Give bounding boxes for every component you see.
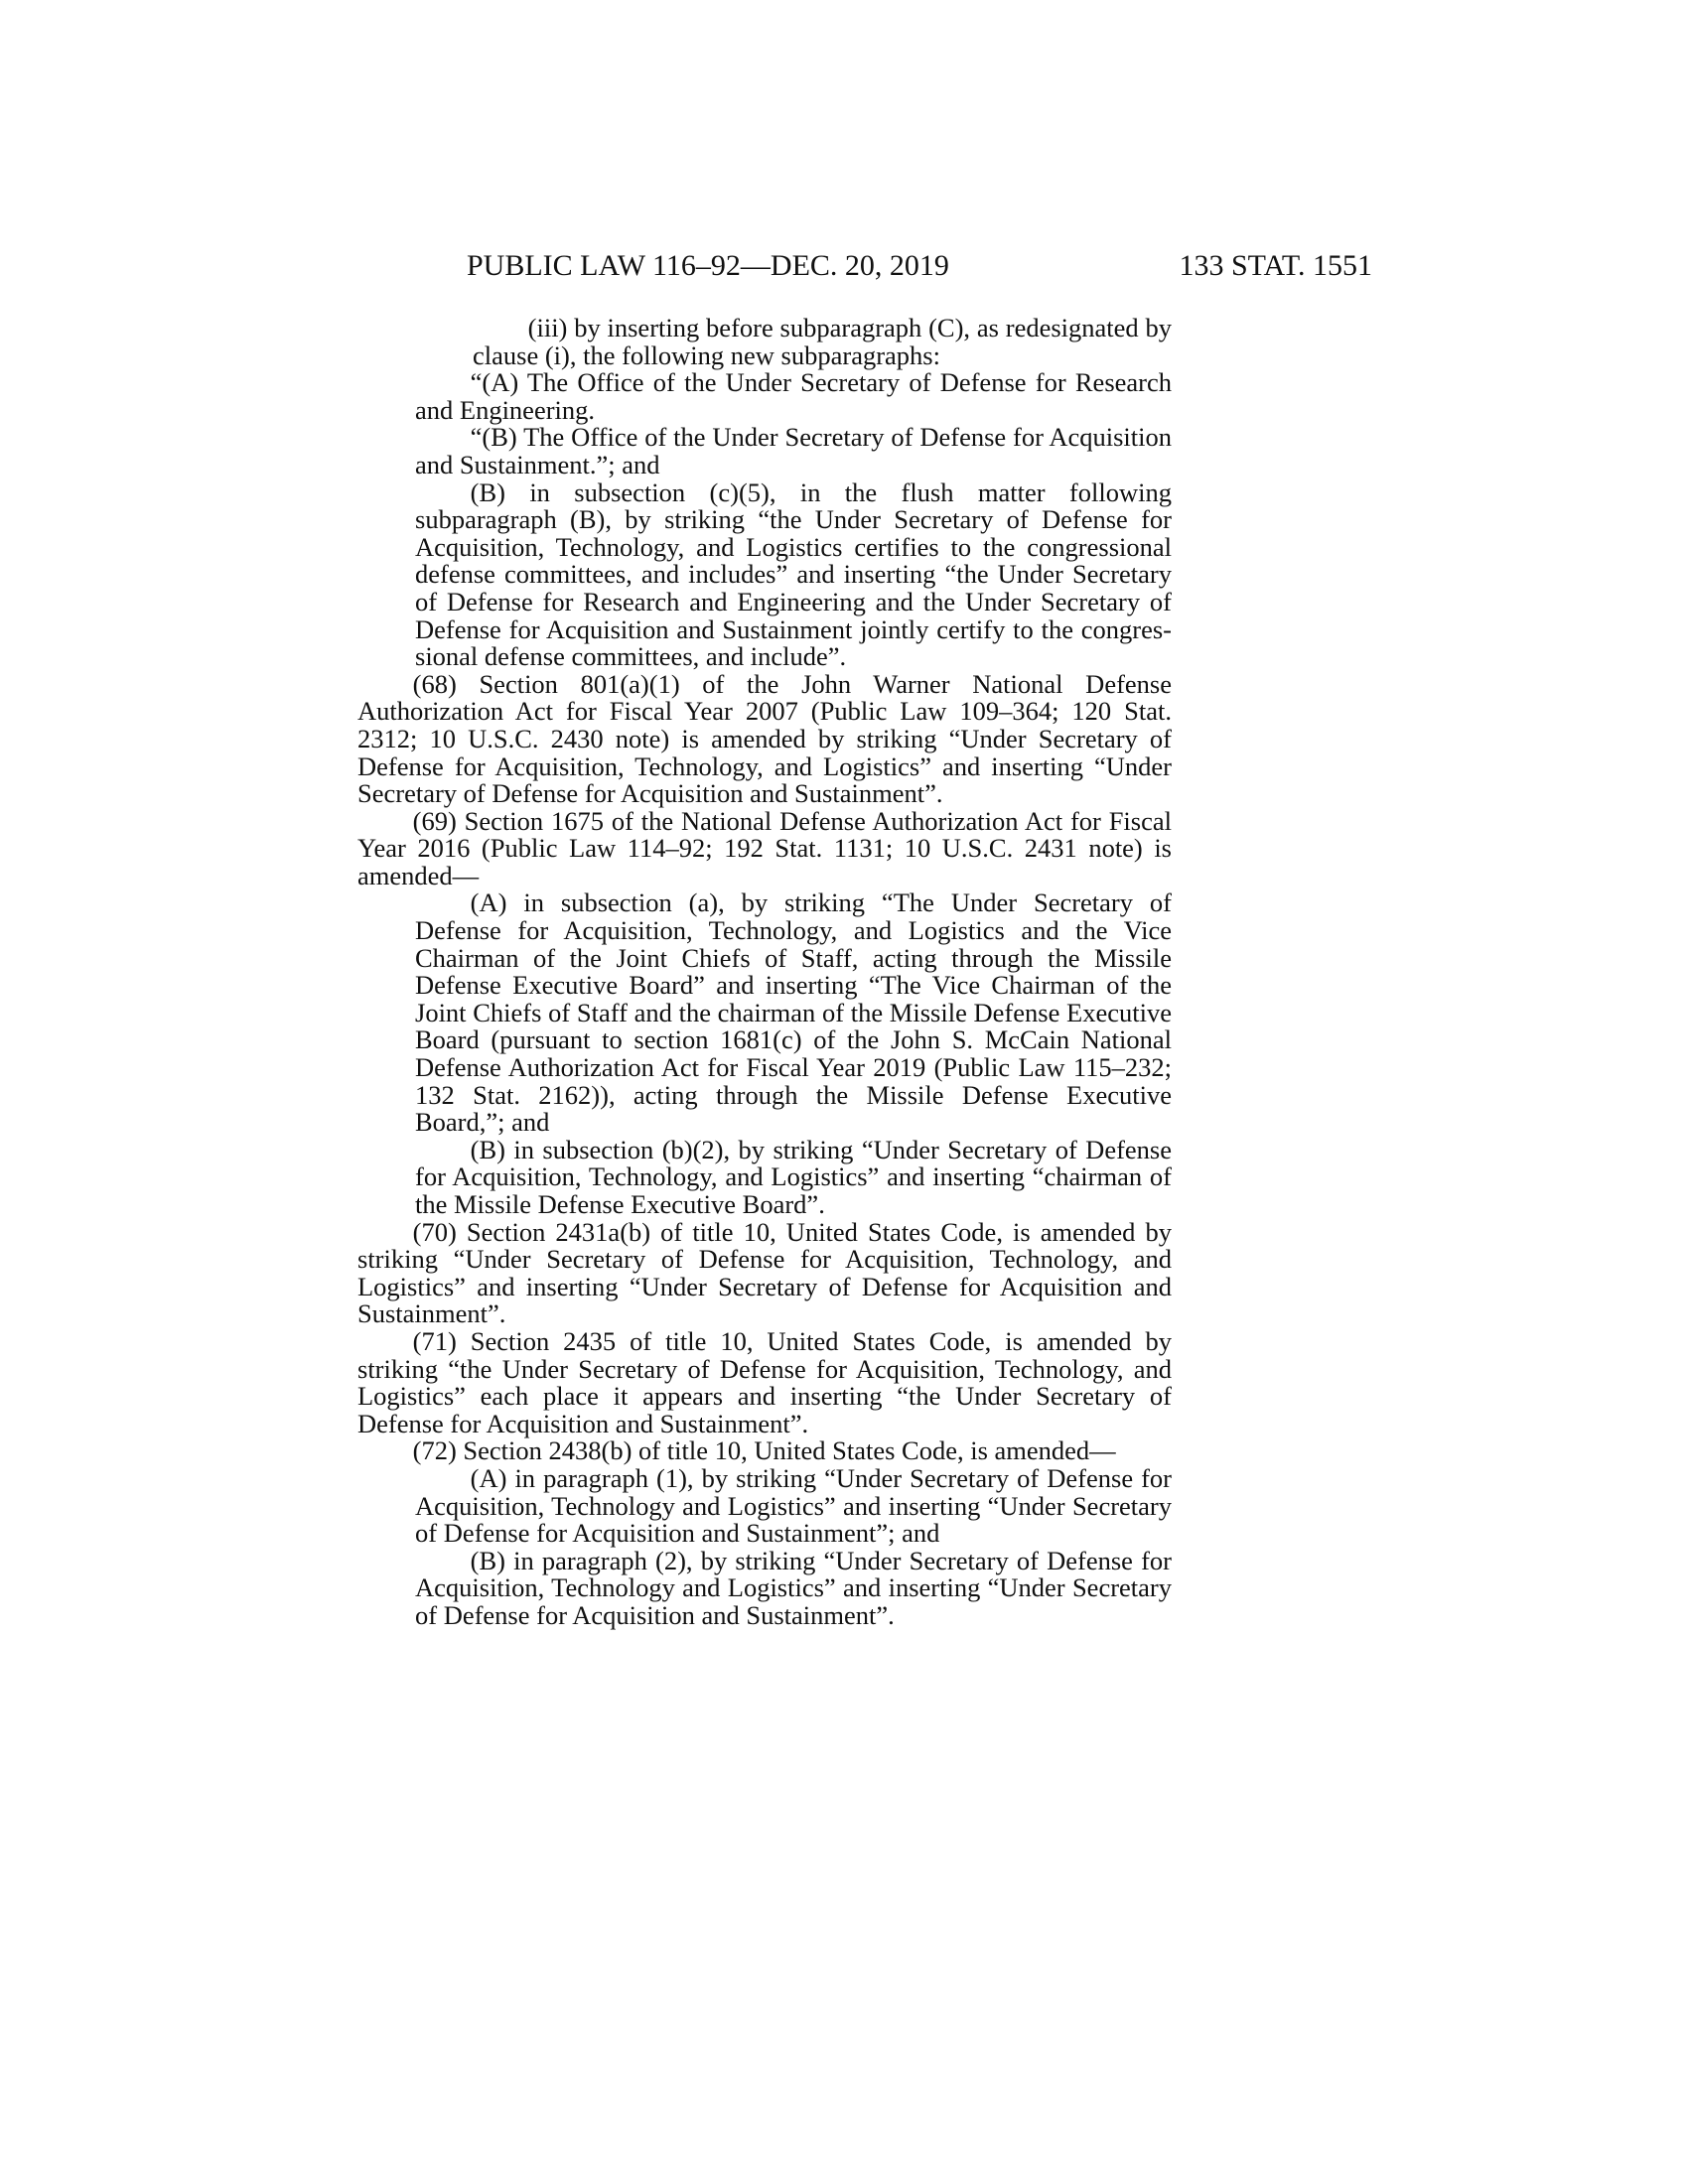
paragraph-new-subparagraph-b: “(B) The Office of the Under Secretary of Defense for Acquisition and Sustainment.”; and bbox=[415, 422, 1172, 479]
paragraph-72: (72) Section 2438(b) of title 10, United States Code, is amended— bbox=[412, 1435, 1116, 1466]
paragraph-69-b: (B) in subsection (b)(2), by striking “Under Secretary of Defense for Acquisition, Technology, and Logistics” and inserting “chairman of the Missile Defense Executive Board”. bbox=[415, 1134, 1172, 1219]
paragraph-72-b: (B) in paragraph (2), by striking “Under Secretary of Defense for Acquisition, Technology and Logistics” and inserting “Under Secretary of Defense for Acquisition and Sustainment”. bbox=[415, 1545, 1172, 1630]
paragraph-new-subparagraph-a: “(A) The Office of the Under Secretary of Defense for Research and Engineering. bbox=[415, 367, 1172, 425]
paragraph-69-a: (A) in subsection (a), by striking “The Under Secretary of Defense for Acquisition, Technology, and Logistics and the Vice Chairman of the Joint Chiefs of Staff, acting through the Missile Defense Executive Board” and inserting “The Vice Chairman of the Joint Chiefs of Staff and the chairman of the Missile Defense Executive Board (pursuant to section 1681(c) of the John S. McCain National Defense Authorization Act for Fiscal Year 2019 (Public Law 115–232; 132 Stat. 2162)), acting through the Missile Defense Executive Board,”; and bbox=[415, 887, 1172, 1138]
paragraph-68: (68) Section 801(a)(1) of the John Warner National Defense Authorization Act for Fiscal Year 2007 (Public Law 109–364; 120 Stat. 2312; 10 U.S.C. 2430 note) is amended by striking “Under Secretary of Defense for Acquisition, Technology, and Logistics” and inserting “Under Secretary of Defense for Acquisition and Sustainment”. bbox=[357, 668, 1172, 809]
paragraph-subsection-c5: (B) in subsection (c)(5), in the flush matter following subparagraph (B), by striking “the Under Secretary of Defense for Acquisition, Technology, and Logistics certifies to the congressional defense committees, and includes” and inserting “the Under Secretary of Defense for Research and Engineering and the Under Secretary of Defense for Acquisition and Sustainment jointly certify to the congressional defense committees, and include”. bbox=[415, 477, 1172, 672]
document-body bbox=[357, 315, 1172, 1630]
paragraph-69: (69) Section 1675 of the National Defense Authorization Act for Fiscal Year 2016 (Public Law 114–92; 192 Stat. 1131; 10 U.S.C. 2431 note) is amended— bbox=[357, 805, 1172, 890]
paragraph-72-a: (A) in paragraph (1), by striking “Under Secretary of Defense for Acquisition, Technology and Logistics” and inserting “Under Secretary of Defense for Acquisition and Sustainment”; and bbox=[415, 1462, 1172, 1549]
header-title: PUBLIC LAW 116–92—DEC. 20, 2019 bbox=[467, 249, 949, 282]
paragraph-clause-iii: (iii) by inserting before subparagraph (C), as redesignated by clause (i), the following new subparagraphs: bbox=[473, 313, 1172, 370]
statute-page-number: 133 STAT. 1551 bbox=[1179, 249, 1372, 282]
paragraph-71: (71) Section 2435 of title 10, United States Code, is amended by striking “the Under Secretary of Defense for Acquisition, Technology, and Logistics” each place it appears and inserting “the Under Secretary of Defense for Acquisition and Sustainment”. bbox=[357, 1325, 1172, 1438]
page-header bbox=[467, 246, 1372, 286]
paragraph-70: (70) Section 2431a(b) of title 10, United States Code, is amended by striking “Under Secretary of Defense for Acquisition, Technology, and Logistics” and inserting “Under Secretary of Defense for Acquisition and Sustainment”. bbox=[357, 1216, 1172, 1329]
